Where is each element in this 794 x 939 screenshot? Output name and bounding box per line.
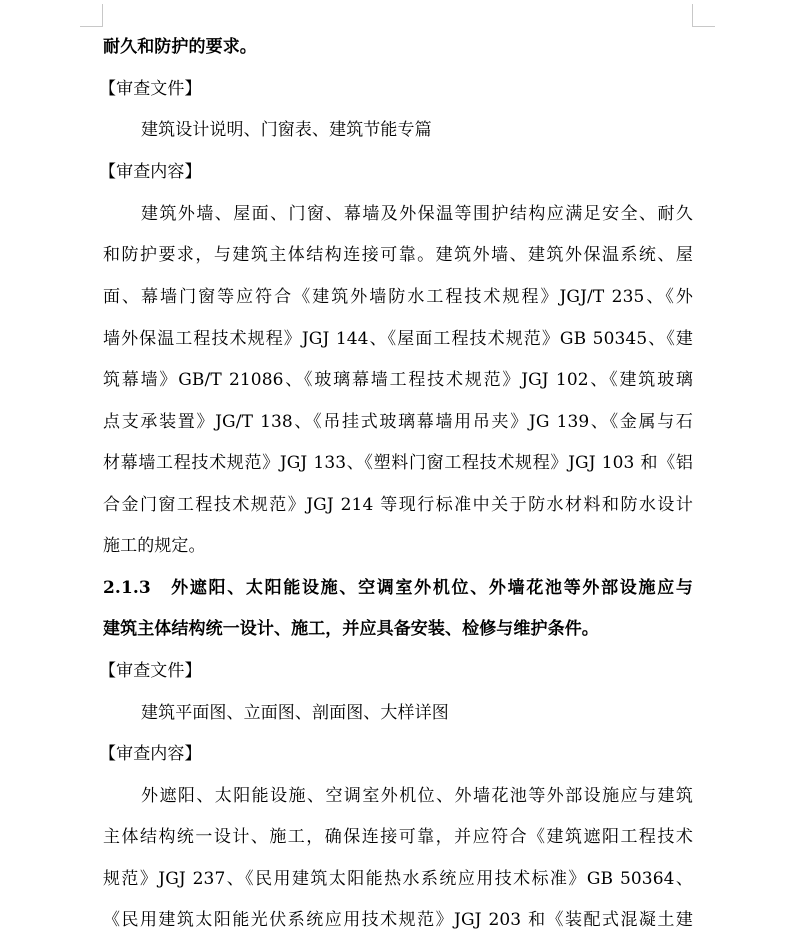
paragraph-line: 《民用建筑太阳能光伏系统应用技术规范》JGJ 203 和《装配式混凝土建 bbox=[103, 910, 693, 930]
paragraph-line: 墙外保温工程技术规程》JGJ 144、《屋面工程技术规范》GB 50345、《建 bbox=[103, 329, 693, 349]
paragraph-line: 筑幕墙》GB/T 21086、《玻璃幕墙工程技术规范》JGJ 102、《建筑玻璃 bbox=[103, 370, 693, 390]
section-label-review-content: 【审查内容】 bbox=[99, 744, 202, 764]
crop-mark-top-left bbox=[80, 4, 103, 27]
paragraph-line: 规范》JGJ 237、《民用建筑太阳能热水系统应用技术标准》GB 50364、 bbox=[103, 869, 693, 889]
paragraph-line: 和防护要求，与建筑主体结构连接可靠。建筑外墙、建筑外保温系统、屋 bbox=[103, 245, 693, 265]
paragraph-line: 建筑平面图、立面图、剖面图、大样详图 bbox=[141, 703, 449, 723]
paragraph-line: 外遮阳、太阳能设施、空调室外机位、外墙花池等外部设施应与建筑 bbox=[141, 786, 693, 806]
section-label-review-files: 【审查文件】 bbox=[99, 79, 202, 99]
paragraph-line: 施工的规定。 bbox=[103, 536, 206, 556]
paragraph-line: 点支承装置》JG/T 138、《吊挂式玻璃幕墙用吊夹》JG 139、《金属与石 bbox=[103, 412, 693, 432]
paragraph-line: 合金门窗工程技术规范》JGJ 214 等现行标准中关于防水材料和防水设计 bbox=[103, 495, 693, 515]
paragraph-line: 建筑外墙、屋面、门窗、幕墙及外保温等围护结构应满足安全、耐久 bbox=[141, 204, 693, 224]
crop-mark-top-right bbox=[692, 4, 715, 27]
paragraph-line: 面、幕墙门窗等应符合《建筑外墙防水工程技术规程》JGJ/T 235、《外 bbox=[103, 287, 693, 307]
clause-heading-2-1-3: 2.1.3 外遮阳、太阳能设施、空调室外机位、外墙花池等外部设施应与 bbox=[103, 578, 693, 598]
section-label-review-files: 【审查文件】 bbox=[99, 661, 202, 681]
section-label-review-content: 【审查内容】 bbox=[99, 162, 202, 182]
paragraph-line: 主体结构统一设计、施工，确保连接可靠，并应符合《建筑遮阳工程技术 bbox=[103, 827, 693, 847]
paragraph-line: 建筑设计说明、门窗表、建筑节能专篇 bbox=[141, 120, 432, 140]
paragraph-line: 耐久和防护的要求。 bbox=[103, 37, 257, 57]
clause-heading-line: 建筑主体结构统一设计、施工，并应具备安装、检修与维护条件。 bbox=[103, 619, 599, 639]
paragraph-line: 材幕墙工程技术规范》JGJ 133、《塑料门窗工程技术规程》JGJ 103 和《铝 bbox=[103, 453, 693, 473]
